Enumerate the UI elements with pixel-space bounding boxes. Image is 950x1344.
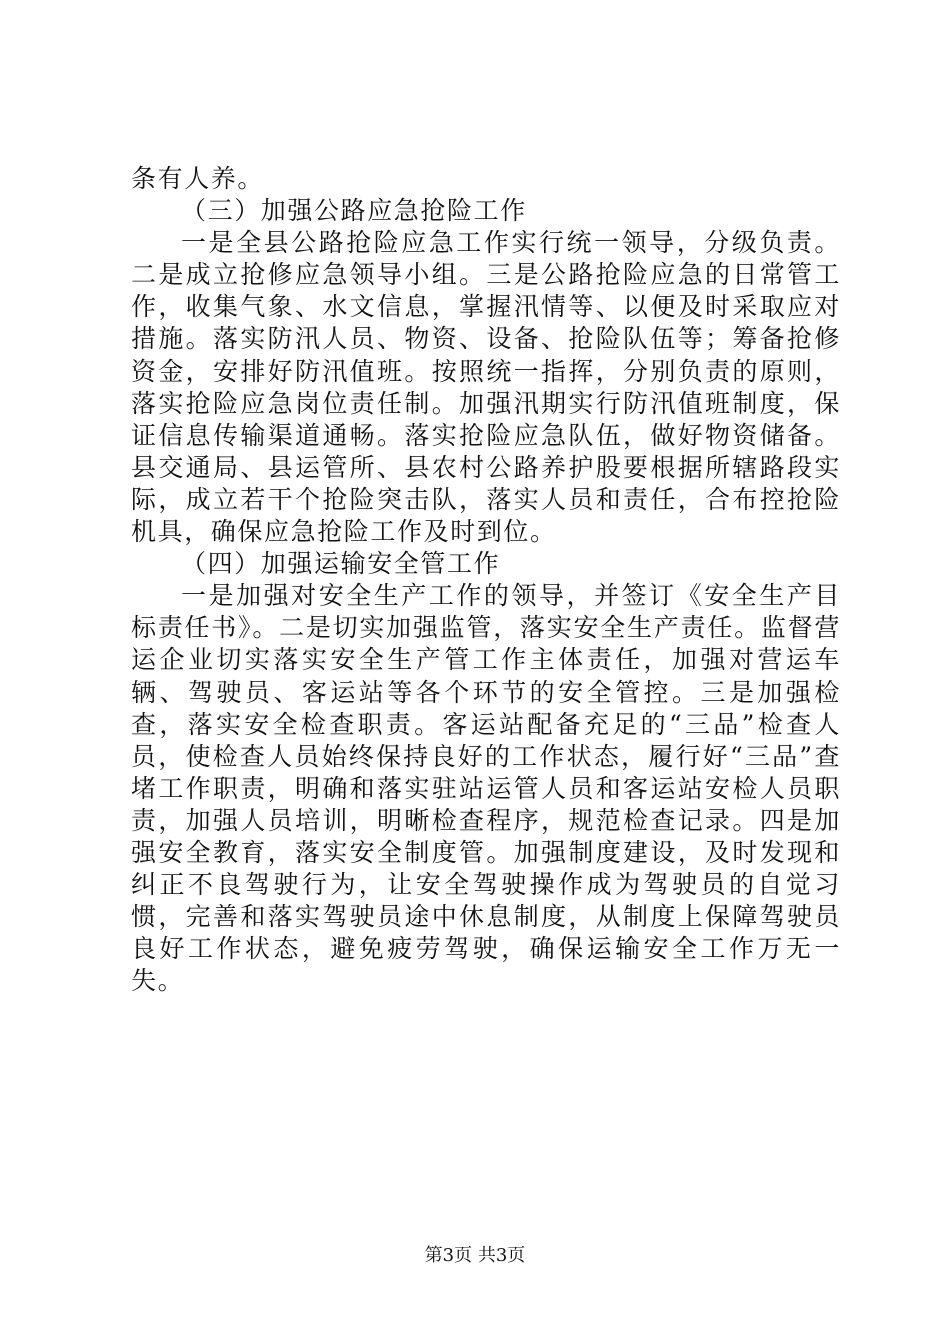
section-heading-3: （三）加强公路应急抢险工作 [181, 196, 527, 226]
page-number-footer: 第3页 共3页 [424, 1245, 526, 1266]
section-heading-4: （四）加强运输安全管工作 [181, 549, 501, 579]
document-body [131, 163, 841, 997]
paragraph-emergency-rescue: 一是全县公路抢险应急工作实行统一领导，分级负责。二是成立抢修应急领导小组。三是公路抢险应急的日常管工作，收集气象、水文信息，掌握汛情等、以便及时采取应对措施。落实防汛人员、物资、设备、抢险队伍等；筹备抢修资金，安排好防汛值班。按照统一指挥，分别负责的原则，落实抢险应急岗位责任制。加强汛期实行防汛值班制度，保证信息传输渠道通畅。落实抢险应急队伍，做好物资储备。县交通局、县运管所、县农村公路养护股要根据所辖路段实际，成立若干个抢险突击队，落实人员和责任，合布控抢险机具，确保应急抢险工作及时到位。 [131, 228, 841, 547]
paragraph-continuation: 条有人养。 [131, 164, 265, 193]
paragraph-transport-safety: 一是加强对安全生产工作的领导，并签订《安全生产目标责任书》。二是切实加强监管，落实安全生产责任。监督营运企业切实落实安全生产管工作主体责任，加强对营运车辆、驾驶员、客运站等各个环节的安全管控。三是加强检查，落实安全检查职责。客运站配备充足的“三品”检查人员，使检查人员始终保持良好的工作状态，履行好“三品”查堵工作职责，明确和落实驻站运管人员和客运站安检人员职责，加强人员培训，明晰检查程序，规范检查记录。四是加强安全教育，落实安全制度管。加强制度建设，及时发现和纠正不良驾驶行为，让安全驾驶操作成为驾驶员的自觉习惯，完善和落实驾驶员途中休息制度，从制度上保障驾驶员良好工作状态，避免疲劳驾驶，确保运输安全工作万无一失。 [131, 581, 841, 996]
